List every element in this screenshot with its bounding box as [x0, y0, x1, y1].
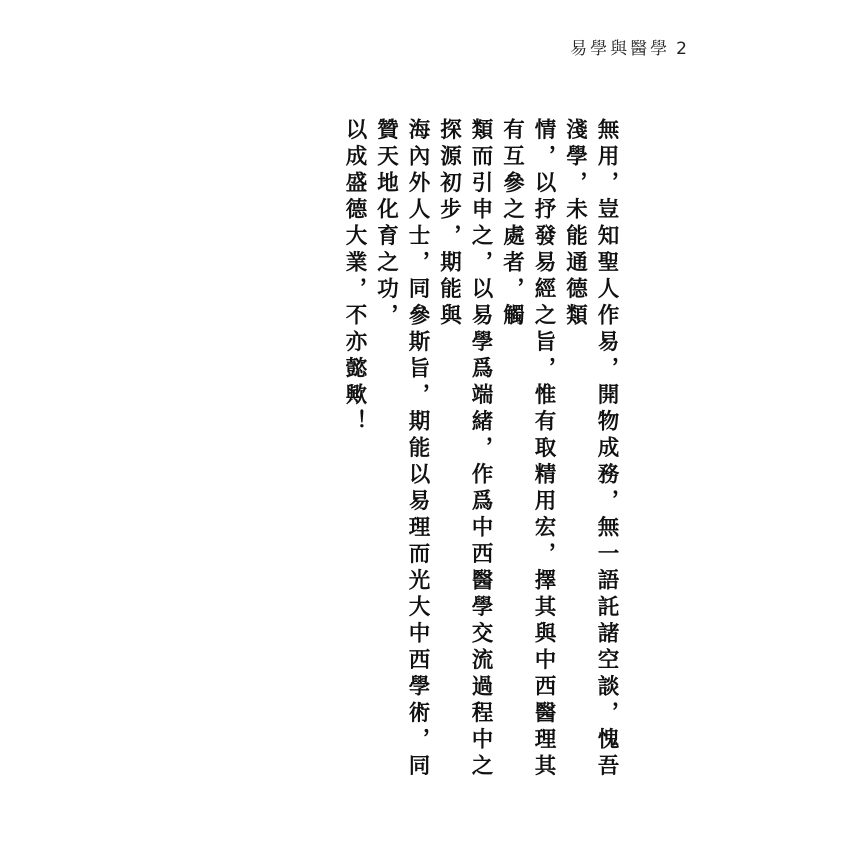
text-column: 海內外人士，同參斯旨，期能以易理而光大中西學術，同贊天地化育之功，	[373, 118, 430, 781]
text-column: 以成盛德大業，不亦懿歟！	[342, 118, 367, 436]
vertical-body-text	[339, 118, 623, 794]
page-number: 2	[676, 39, 690, 59]
running-header	[570, 34, 690, 59]
text-column: 無用，豈知聖人作易，開物成務，無一語託諸空談，愧吾淺學，未能通德類	[562, 118, 619, 781]
text-column: 情，以抒發易經之旨，惟有取精用宏，擇其與中西醫理其有互參之處者，觸	[499, 118, 556, 781]
running-header-title: 易學與醫學	[570, 39, 671, 59]
text-column: 類而引申之，以易學爲端緒，作爲中西醫學交流過程中之探源初步，期能與	[436, 118, 493, 781]
